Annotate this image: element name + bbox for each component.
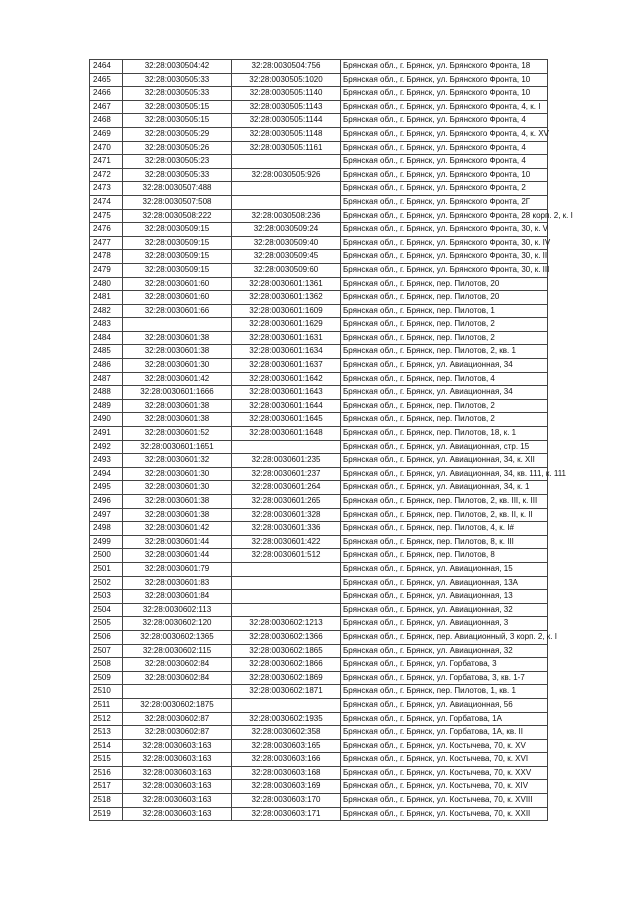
row-number: 2519 <box>90 807 123 821</box>
cadastral-number-object <box>232 155 341 169</box>
row-number: 2511 <box>90 698 123 712</box>
row-number: 2517 <box>90 780 123 794</box>
table-row <box>90 481 548 495</box>
cadastral-number-object: 32:28:0030505:926 <box>232 168 341 182</box>
row-number: 2491 <box>90 427 123 441</box>
cadastral-number-object <box>232 440 341 454</box>
address-cell: Брянская обл., г. Брянск, ул. Брянского Фронта, 4 <box>341 141 548 155</box>
cadastral-number-parcel: 32:28:0030509:15 <box>123 263 232 277</box>
cadastral-number-object: 32:28:0030601:264 <box>232 481 341 495</box>
address-cell: Брянская обл., г. Брянск, пер. Пилотов, 2, кв. II, к. II <box>341 508 548 522</box>
cadastral-number-parcel: 32:28:0030601:60 <box>123 277 232 291</box>
cadastral-number-parcel: 32:28:0030601:44 <box>123 535 232 549</box>
table-row <box>90 223 548 237</box>
cadastral-number-object <box>232 576 341 590</box>
address-cell: Брянская обл., г. Брянск, ул. Брянского Фронта, 4 <box>341 114 548 128</box>
table-row <box>90 753 548 767</box>
row-number: 2492 <box>90 440 123 454</box>
table-row <box>90 467 548 481</box>
address-cell: Брянская обл., г. Брянск, ул. Брянского Фронта, 30, к. V <box>341 223 548 237</box>
cadastral-number-object: 32:28:0030601:235 <box>232 454 341 468</box>
table-row <box>90 576 548 590</box>
cadastral-number-object: 32:28:0030601:1631 <box>232 331 341 345</box>
cadastral-number-parcel: 32:28:0030602:87 <box>123 712 232 726</box>
row-number: 2504 <box>90 603 123 617</box>
cadastral-number-object: 32:28:0030603:166 <box>232 753 341 767</box>
row-number: 2465 <box>90 73 123 87</box>
row-number: 2508 <box>90 658 123 672</box>
cadastral-number-parcel: 32:28:0030601:84 <box>123 590 232 604</box>
cadastral-number-object <box>232 562 341 576</box>
row-number: 2505 <box>90 617 123 631</box>
table-row <box>90 603 548 617</box>
cadastral-number-object: 32:28:0030505:1161 <box>232 141 341 155</box>
address-cell: Брянская обл., г. Брянск, ул. Авиационная, 13 <box>341 590 548 604</box>
address-cell: Брянская обл., г. Брянск, ул. Брянского Фронта, 2Г <box>341 195 548 209</box>
row-number: 2499 <box>90 535 123 549</box>
table-row <box>90 630 548 644</box>
table-row <box>90 508 548 522</box>
table-row <box>90 277 548 291</box>
address-cell: Брянская обл., г. Брянск, ул. Брянского Фронта, 10 <box>341 73 548 87</box>
table-row <box>90 372 548 386</box>
table-row <box>90 671 548 685</box>
row-number: 2485 <box>90 345 123 359</box>
table-row <box>90 168 548 182</box>
address-cell: Брянская обл., г. Брянск, ул. Брянского Фронта, 18 <box>341 60 548 74</box>
address-cell: Брянская обл., г. Брянск, ул. Авиационная, 3 <box>341 617 548 631</box>
row-number: 2470 <box>90 141 123 155</box>
cadastral-number-parcel: 32:28:0030505:23 <box>123 155 232 169</box>
row-number: 2467 <box>90 100 123 114</box>
cadastral-number-object <box>232 195 341 209</box>
address-cell: Брянская обл., г. Брянск, пер. Пилотов, 8 <box>341 549 548 563</box>
row-number: 2493 <box>90 454 123 468</box>
table-row <box>90 739 548 753</box>
cadastral-number-parcel: 32:28:0030603:163 <box>123 780 232 794</box>
table-row <box>90 685 548 699</box>
cadastral-number-parcel: 32:28:0030602:115 <box>123 644 232 658</box>
address-cell: Брянская обл., г. Брянск, ул. Авиационная, 32 <box>341 644 548 658</box>
table-row <box>90 60 548 74</box>
table-row <box>90 250 548 264</box>
address-cell: Брянская обл., г. Брянск, ул. Авиационная, 56 <box>341 698 548 712</box>
address-cell: Брянская обл., г. Брянск, ул. Авиационная, 34 <box>341 386 548 400</box>
cadastral-number-parcel: 32:28:0030602:84 <box>123 658 232 672</box>
table-row <box>90 263 548 277</box>
table-row <box>90 766 548 780</box>
cadastral-number-object: 32:28:0030603:168 <box>232 766 341 780</box>
address-cell: Брянская обл., г. Брянск, ул. Авиационная, 34, кв. 111, к. 111 <box>341 467 548 481</box>
address-cell: Брянская обл., г. Брянск, ул. Костычева, 70, к. XXV <box>341 766 548 780</box>
cadastral-number-object: 32:28:0030601:1645 <box>232 413 341 427</box>
table-row <box>90 386 548 400</box>
table-row <box>90 73 548 87</box>
address-cell: Брянская обл., г. Брянск, ул. Костычева, 70, к. XIV <box>341 780 548 794</box>
cadastral-table-body <box>90 60 573 821</box>
table-row <box>90 726 548 740</box>
cadastral-number-object: 32:28:0030601:1644 <box>232 399 341 413</box>
cadastral-number-object: 32:28:0030505:1144 <box>232 114 341 128</box>
row-number: 2501 <box>90 562 123 576</box>
cadastral-number-parcel: 32:28:0030601:1666 <box>123 386 232 400</box>
table-row <box>90 100 548 114</box>
address-cell: Брянская обл., г. Брянск, ул. Брянского Фронта, 2 <box>341 182 548 196</box>
table-row <box>90 209 548 223</box>
address-cell: Брянская обл., г. Брянск, пер. Пилотов, 4 <box>341 372 548 386</box>
address-cell: Брянская обл., г. Брянск, пер. Пилотов, 2 <box>341 399 548 413</box>
row-number: 2484 <box>90 331 123 345</box>
table-row <box>90 644 548 658</box>
address-cell: Брянская обл., г. Брянск, ул. Брянского Фронта, 10 <box>341 87 548 101</box>
row-number: 2514 <box>90 739 123 753</box>
cadastral-number-parcel: 32:28:0030505:15 <box>123 100 232 114</box>
cadastral-number-object: 32:28:0030601:1609 <box>232 304 341 318</box>
cadastral-number-parcel: 32:28:0030603:163 <box>123 794 232 808</box>
cadastral-number-object: 32:28:0030509:24 <box>232 223 341 237</box>
address-cell: Брянская обл., г. Брянск, ул. Брянского Фронта, 30, к. III <box>341 263 548 277</box>
cadastral-number-object: 32:28:0030505:1140 <box>232 87 341 101</box>
address-cell: Брянская обл., г. Брянск, пер. Пилотов, 2 <box>341 331 548 345</box>
row-number: 2477 <box>90 236 123 250</box>
row-number: 2474 <box>90 195 123 209</box>
table-row <box>90 331 548 345</box>
row-number: 2476 <box>90 223 123 237</box>
table-row <box>90 698 548 712</box>
address-cell: Брянская обл., г. Брянск, ул. Брянского Фронта, 30, к. II <box>341 250 548 264</box>
address-cell: Брянская обл., г. Брянск, пер. Пилотов, 8, к. III <box>341 535 548 549</box>
cadastral-number-object: 32:28:0030504:756 <box>232 60 341 74</box>
cadastral-number-object: 32:28:0030602:1869 <box>232 671 341 685</box>
cadastral-number-parcel: 32:28:0030505:26 <box>123 141 232 155</box>
cadastral-number-object: 32:28:0030602:1871 <box>232 685 341 699</box>
cadastral-number-object <box>232 590 341 604</box>
cadastral-number-object: 32:28:0030602:358 <box>232 726 341 740</box>
cadastral-number-parcel: 32:28:0030602:1875 <box>123 698 232 712</box>
row-number: 2500 <box>90 549 123 563</box>
cadastral-table <box>89 59 573 821</box>
table-row <box>90 345 548 359</box>
cadastral-number-parcel: 32:28:0030507:508 <box>123 195 232 209</box>
cadastral-number-object: 32:28:0030602:1366 <box>232 630 341 644</box>
address-cell: Брянская обл., г. Брянск, ул. Авиационная, 32 <box>341 603 548 617</box>
cadastral-number-object: 32:28:0030602:1213 <box>232 617 341 631</box>
table-row <box>90 549 548 563</box>
row-number: 2482 <box>90 304 123 318</box>
table-row <box>90 318 548 332</box>
cadastral-number-parcel: 32:28:0030601:79 <box>123 562 232 576</box>
cadastral-number-parcel: 32:28:0030601:38 <box>123 495 232 509</box>
table-row <box>90 291 548 305</box>
row-number: 2464 <box>90 60 123 74</box>
address-cell: Брянская обл., г. Брянск, пер. Пилотов, 2 <box>341 318 548 332</box>
row-number: 2503 <box>90 590 123 604</box>
cadastral-number-parcel: 32:28:0030508:222 <box>123 209 232 223</box>
row-number: 2478 <box>90 250 123 264</box>
table-row <box>90 304 548 318</box>
address-cell: Брянская обл., г. Брянск, пер. Пилотов, 2, кв. III, к. III <box>341 495 548 509</box>
cadastral-number-parcel: 32:28:0030601:38 <box>123 399 232 413</box>
cadastral-number-object: 32:28:0030601:1362 <box>232 291 341 305</box>
row-number: 2490 <box>90 413 123 427</box>
row-number: 2469 <box>90 127 123 141</box>
row-number: 2513 <box>90 726 123 740</box>
address-cell: Брянская обл., г. Брянск, ул. Авиационная, 34 <box>341 359 548 373</box>
table-row <box>90 195 548 209</box>
table-row <box>90 454 548 468</box>
table-row <box>90 522 548 536</box>
address-cell: Брянская обл., г. Брянск, пер. Пилотов, 1 <box>341 304 548 318</box>
cadastral-number-parcel: 32:28:0030602:120 <box>123 617 232 631</box>
table-row <box>90 658 548 672</box>
row-number: 2509 <box>90 671 123 685</box>
cadastral-number-parcel: 32:28:0030601:42 <box>123 522 232 536</box>
cadastral-number-parcel: 32:28:0030601:38 <box>123 345 232 359</box>
cadastral-number-parcel: 32:28:0030601:30 <box>123 481 232 495</box>
address-cell: Брянская обл., г. Брянск, пер. Пилотов, 1, кв. 1 <box>341 685 548 699</box>
cadastral-number-object: 32:28:0030602:1866 <box>232 658 341 672</box>
row-number: 2497 <box>90 508 123 522</box>
cadastral-number-parcel: 32:28:0030602:1365 <box>123 630 232 644</box>
cadastral-number-parcel <box>123 685 232 699</box>
row-number: 2487 <box>90 372 123 386</box>
cadastral-number-object <box>232 698 341 712</box>
address-cell: Брянская обл., г. Брянск, ул. Горбатова, 1А, кв. II <box>341 726 548 740</box>
cadastral-number-object: 32:28:0030603:171 <box>232 807 341 821</box>
cadastral-number-parcel: 32:28:0030601:52 <box>123 427 232 441</box>
address-cell: Брянская обл., г. Брянск, ул. Авиационная, 15 <box>341 562 548 576</box>
table-row <box>90 440 548 454</box>
cadastral-number-object <box>232 182 341 196</box>
cadastral-number-parcel: 32:28:0030505:15 <box>123 114 232 128</box>
cadastral-number-parcel: 32:28:0030601:42 <box>123 372 232 386</box>
row-number: 2502 <box>90 576 123 590</box>
cadastral-number-parcel: 32:28:0030505:33 <box>123 73 232 87</box>
address-cell: Брянская обл., г. Брянск, ул. Горбатова, 3, кв. 1-7 <box>341 671 548 685</box>
table-row <box>90 617 548 631</box>
table-row <box>90 114 548 128</box>
cadastral-number-parcel: 32:28:0030601:38 <box>123 413 232 427</box>
address-cell: Брянская обл., г. Брянск, пер. Пилотов, 2 <box>341 413 548 427</box>
row-number: 2515 <box>90 753 123 767</box>
table-row <box>90 182 548 196</box>
cadastral-number-object: 32:28:0030509:40 <box>232 236 341 250</box>
row-number: 2489 <box>90 399 123 413</box>
cadastral-number-parcel: 32:28:0030603:163 <box>123 766 232 780</box>
table-row <box>90 712 548 726</box>
cadastral-number-object: 32:28:0030601:1637 <box>232 359 341 373</box>
cadastral-number-object: 32:28:0030509:60 <box>232 263 341 277</box>
cadastral-number-parcel: 32:28:0030505:33 <box>123 87 232 101</box>
cadastral-number-object: 32:28:0030601:422 <box>232 535 341 549</box>
document-page <box>89 59 573 821</box>
table-row <box>90 807 548 821</box>
cadastral-number-parcel: 32:28:0030601:32 <box>123 454 232 468</box>
table-row <box>90 413 548 427</box>
cadastral-number-parcel: 32:28:0030601:38 <box>123 508 232 522</box>
cadastral-number-parcel: 32:28:0030603:163 <box>123 753 232 767</box>
cadastral-number-object: 32:28:0030601:336 <box>232 522 341 536</box>
cadastral-number-parcel: 32:28:0030601:1651 <box>123 440 232 454</box>
cadastral-number-parcel: 32:28:0030509:15 <box>123 250 232 264</box>
table-row <box>90 87 548 101</box>
cadastral-number-object: 32:28:0030601:1634 <box>232 345 341 359</box>
cadastral-number-object: 32:28:0030508:236 <box>232 209 341 223</box>
cadastral-number-parcel: 32:28:0030601:38 <box>123 331 232 345</box>
row-number: 2507 <box>90 644 123 658</box>
table-row <box>90 495 548 509</box>
address-cell: Брянская обл., г. Брянск, пер. Пилотов, 4, к. I# <box>341 522 548 536</box>
address-cell: Брянская обл., г. Брянск, ул. Брянского Фронта, 28 корп. 2, к. I <box>341 209 548 223</box>
cadastral-number-parcel: 32:28:0030601:83 <box>123 576 232 590</box>
cadastral-number-object: 32:28:0030602:1865 <box>232 644 341 658</box>
row-number: 2498 <box>90 522 123 536</box>
row-number: 2494 <box>90 467 123 481</box>
cadastral-number-object <box>232 603 341 617</box>
cadastral-number-parcel: 32:28:0030601:30 <box>123 467 232 481</box>
row-number: 2488 <box>90 386 123 400</box>
cadastral-number-object: 32:28:0030601:328 <box>232 508 341 522</box>
row-number: 2495 <box>90 481 123 495</box>
cadastral-number-object: 32:28:0030505:1143 <box>232 100 341 114</box>
table-row <box>90 236 548 250</box>
cadastral-number-parcel: 32:28:0030507:488 <box>123 182 232 196</box>
cadastral-number-parcel: 32:28:0030601:60 <box>123 291 232 305</box>
row-number: 2468 <box>90 114 123 128</box>
address-cell: Брянская обл., г. Брянск, пер. Пилотов, 2, кв. 1 <box>341 345 548 359</box>
cadastral-number-parcel: 32:28:0030602:87 <box>123 726 232 740</box>
table-row <box>90 127 548 141</box>
table-row <box>90 562 548 576</box>
cadastral-number-parcel: 32:28:0030602:113 <box>123 603 232 617</box>
address-cell: Брянская обл., г. Брянск, ул. Костычева, 70, к. XXII <box>341 807 548 821</box>
cadastral-number-parcel: 32:28:0030509:15 <box>123 223 232 237</box>
cadastral-number-parcel: 32:28:0030603:163 <box>123 739 232 753</box>
address-cell: Брянская обл., г. Брянск, пер. Пилотов, 20 <box>341 277 548 291</box>
cadastral-number-parcel: 32:28:0030504:42 <box>123 60 232 74</box>
table-row <box>90 590 548 604</box>
row-number: 2510 <box>90 685 123 699</box>
row-number: 2481 <box>90 291 123 305</box>
address-cell: Брянская обл., г. Брянск, ул. Авиационная, 34, к. XII <box>341 454 548 468</box>
cadastral-number-object: 32:28:0030601:1361 <box>232 277 341 291</box>
cadastral-number-object: 32:28:0030509:45 <box>232 250 341 264</box>
address-cell: Брянская обл., г. Брянск, ул. Авиационная, стр. 15 <box>341 440 548 454</box>
cadastral-number-parcel: 32:28:0030601:66 <box>123 304 232 318</box>
row-number: 2483 <box>90 318 123 332</box>
address-cell: Брянская обл., г. Брянск, ул. Костычева, 70, к. XVIII <box>341 794 548 808</box>
cadastral-number-parcel: 32:28:0030505:29 <box>123 127 232 141</box>
cadastral-number-object: 32:28:0030603:170 <box>232 794 341 808</box>
address-cell: Брянская обл., г. Брянск, ул. Брянского Фронта, 4, к. I <box>341 100 548 114</box>
cadastral-number-parcel: 32:28:0030602:84 <box>123 671 232 685</box>
cadastral-number-object: 32:28:0030603:165 <box>232 739 341 753</box>
cadastral-number-parcel <box>123 318 232 332</box>
cadastral-number-parcel: 32:28:0030601:44 <box>123 549 232 563</box>
address-cell: Брянская обл., г. Брянск, ул. Брянского Фронта, 4, к. XV <box>341 127 548 141</box>
address-cell: Брянская обл., г. Брянск, пер. Пилотов, 20 <box>341 291 548 305</box>
row-number: 2518 <box>90 794 123 808</box>
cadastral-number-object: 32:28:0030601:1643 <box>232 386 341 400</box>
address-cell: Брянская обл., г. Брянск, пер. Авиационный, 3 корп. 2, к. I <box>341 630 548 644</box>
row-number: 2480 <box>90 277 123 291</box>
address-cell: Брянская обл., г. Брянск, ул. Горбатова, 3 <box>341 658 548 672</box>
cadastral-number-object: 32:28:0030603:169 <box>232 780 341 794</box>
table-row <box>90 427 548 441</box>
cadastral-number-parcel: 32:28:0030505:33 <box>123 168 232 182</box>
table-row <box>90 780 548 794</box>
row-number: 2473 <box>90 182 123 196</box>
table-row <box>90 399 548 413</box>
address-cell: Брянская обл., г. Брянск, ул. Брянского Фронта, 4 <box>341 155 548 169</box>
cadastral-number-object: 32:28:0030601:1648 <box>232 427 341 441</box>
table-row <box>90 155 548 169</box>
table-row <box>90 535 548 549</box>
row-number: 2512 <box>90 712 123 726</box>
cadastral-number-object: 32:28:0030602:1935 <box>232 712 341 726</box>
address-cell: Брянская обл., г. Брянск, ул. Костычева, 70, к. XV <box>341 739 548 753</box>
row-number: 2516 <box>90 766 123 780</box>
row-number: 2472 <box>90 168 123 182</box>
cadastral-number-object: 32:28:0030601:1629 <box>232 318 341 332</box>
row-number: 2486 <box>90 359 123 373</box>
cadastral-number-object: 32:28:0030601:1642 <box>232 372 341 386</box>
cadastral-number-object: 32:28:0030505:1020 <box>232 73 341 87</box>
cadastral-number-object: 32:28:0030601:237 <box>232 467 341 481</box>
cadastral-number-parcel: 32:28:0030601:30 <box>123 359 232 373</box>
address-cell: Брянская обл., г. Брянск, ул. Брянского Фронта, 30, к. IV <box>341 236 548 250</box>
row-number: 2471 <box>90 155 123 169</box>
address-cell: Брянская обл., г. Брянск, пер. Пилотов, 18, к. 1 <box>341 427 548 441</box>
cadastral-number-object: 32:28:0030601:512 <box>232 549 341 563</box>
cadastral-number-parcel: 32:28:0030603:163 <box>123 807 232 821</box>
row-number: 2466 <box>90 87 123 101</box>
address-cell: Брянская обл., г. Брянск, ул. Авиационная, 13А <box>341 576 548 590</box>
address-cell: Брянская обл., г. Брянск, ул. Костычева, 70, к. XVI <box>341 753 548 767</box>
table-row <box>90 359 548 373</box>
table-row <box>90 141 548 155</box>
address-cell: Брянская обл., г. Брянск, ул. Брянского Фронта, 10 <box>341 168 548 182</box>
cadastral-number-object: 32:28:0030505:1148 <box>232 127 341 141</box>
row-number: 2506 <box>90 630 123 644</box>
row-number: 2475 <box>90 209 123 223</box>
row-number: 2496 <box>90 495 123 509</box>
cadastral-number-parcel: 32:28:0030509:15 <box>123 236 232 250</box>
cadastral-number-object: 32:28:0030601:265 <box>232 495 341 509</box>
table-row <box>90 794 548 808</box>
address-cell: Брянская обл., г. Брянск, ул. Авиационная, 34, к. 1 <box>341 481 548 495</box>
row-number: 2479 <box>90 263 123 277</box>
address-cell: Брянская обл., г. Брянск, ул. Горбатова, 1А <box>341 712 548 726</box>
